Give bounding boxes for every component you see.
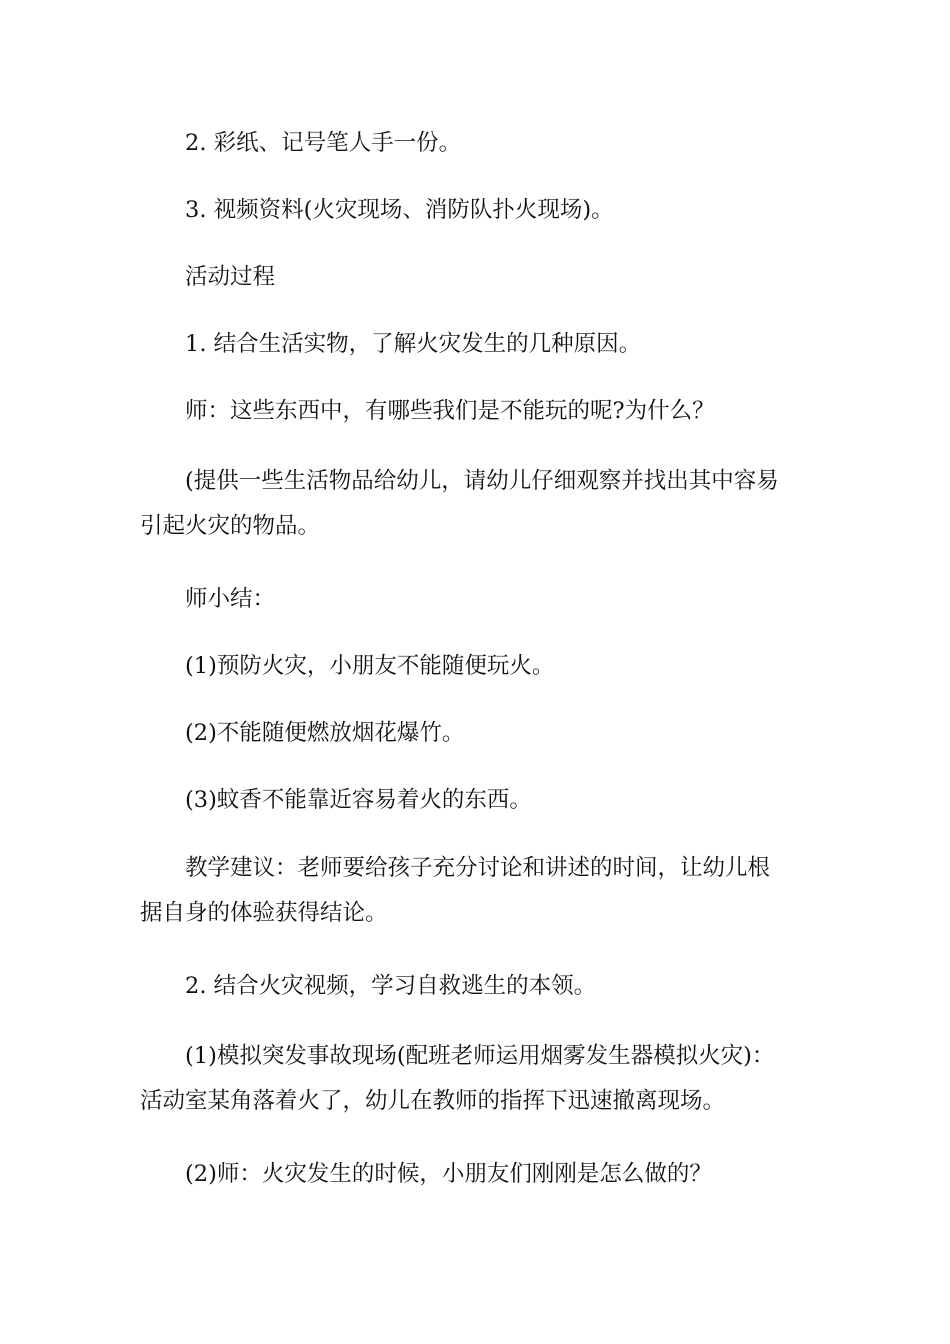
paragraph-summary-3: [140, 778, 812, 823]
text-line: 引起火灾的物品。: [140, 513, 321, 539]
text-line: 活动室某角落着火了，幼儿在教师的指挥下迅速撤离现场。: [140, 1088, 726, 1114]
paragraph-teaching-suggestion: [140, 846, 812, 936]
text-line: 2. 结合火灾视频，学习自救逃生的本领。: [185, 973, 597, 999]
paragraph-teacher-question: [140, 389, 812, 434]
text-line: (1)预防火灾，小朋友不能随便玩火。: [185, 653, 555, 679]
text-line: 1. 结合生活实物，了解火灾发生的几种原因。: [185, 331, 642, 357]
text-line: (提供一些生活物品给幼儿，请幼儿仔细观察并找出其中容易: [185, 468, 779, 494]
paragraph-step-2: [140, 964, 812, 1009]
text-line: (3)蚊香不能靠近容易着火的东西。: [185, 787, 532, 813]
text-line: 师小结：: [185, 586, 276, 612]
paragraph-summary-2: [140, 711, 812, 756]
text-line: 师：这些东西中，有哪些我们是不能玩的呢?为什么？: [185, 398, 715, 424]
paragraph-summary-1: [140, 644, 812, 689]
paragraph-materials-3: [140, 188, 812, 233]
paragraph-step-1: [140, 322, 812, 367]
text-line: (2)师：火灾发生的时候，小朋友们刚刚是怎么做的？: [185, 1161, 712, 1187]
text-line: 活动过程: [185, 264, 276, 290]
paragraph-provide-items: [140, 459, 812, 549]
text-line: 据自身的体验获得结论。: [140, 900, 388, 926]
text-line: (1)模拟突发事故现场(配班老师运用烟雾发生器模拟火灾)：: [185, 1043, 775, 1069]
text-line: (2)不能随便燃放烟花爆竹。: [185, 720, 465, 746]
paragraph-teacher-question-2: [140, 1152, 812, 1197]
paragraph-materials-2: [140, 121, 812, 166]
text-line: 教学建议：老师要给孩子充分讨论和讲述的时间，让幼儿根: [185, 855, 771, 881]
paragraph-simulation: [140, 1034, 812, 1124]
section-heading-activity-process: [140, 255, 812, 300]
text-line: 3. 视频资料(火灾现场、消防队扑火现场)。: [185, 197, 614, 223]
paragraph-teacher-summary: [140, 577, 812, 622]
text-line: 2. 彩纸、记号笔人手一份。: [185, 130, 462, 156]
